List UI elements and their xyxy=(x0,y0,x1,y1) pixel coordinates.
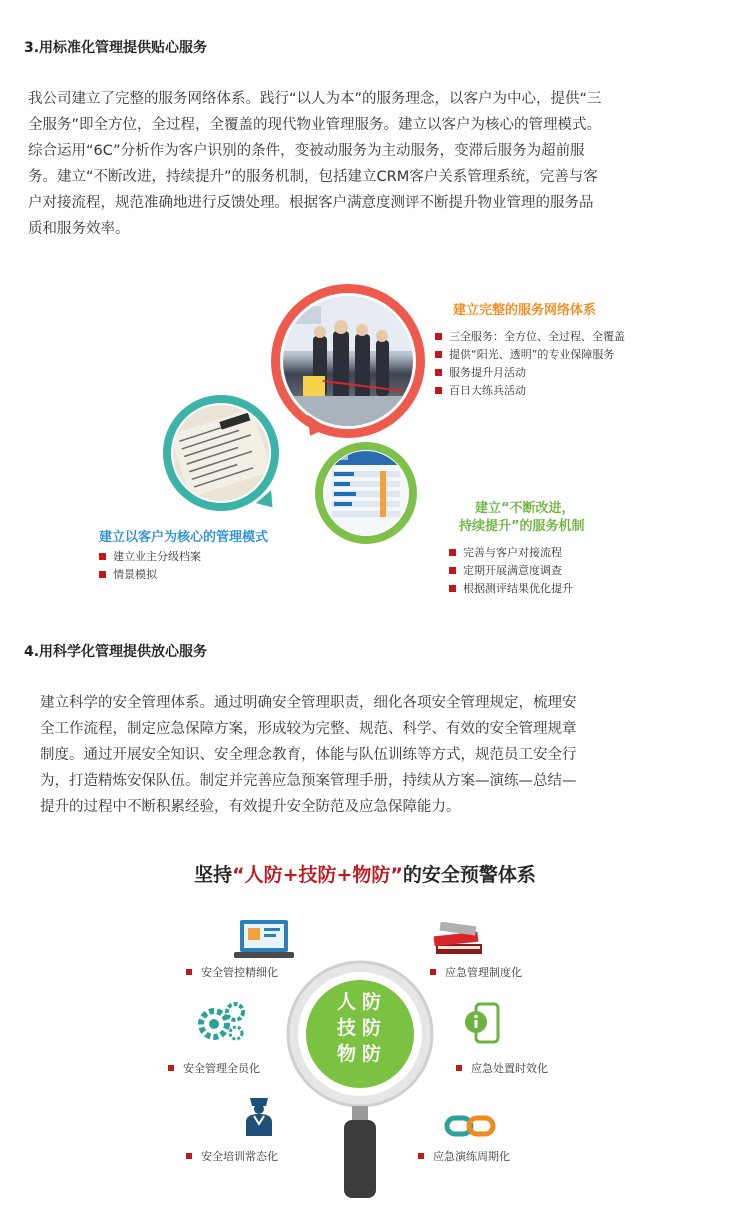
bullet-square xyxy=(186,969,192,975)
list-item: 情景模拟 xyxy=(99,566,201,584)
service-system-figure xyxy=(93,282,641,609)
lens-char: 防 xyxy=(361,991,381,1013)
phone-info-icon xyxy=(462,1002,502,1044)
list-item: 定期开展满意度调查 xyxy=(449,562,573,580)
crm-screenshot xyxy=(324,451,408,535)
bullet-square xyxy=(186,1153,192,1159)
network-list xyxy=(435,328,625,400)
network-title: 建立完整的服务网络体系 xyxy=(453,303,597,318)
improve-title-line2: 持续提升”的服务机制 xyxy=(459,519,585,534)
safety-item-label: 安全培训常态化 xyxy=(201,1150,278,1163)
paragraph-line: 质和服务效率。 xyxy=(28,221,130,237)
paragraph-line: 务。建立“不断改进，持续提升”的服务机制，包括建立CRM客户关系管理系统，完善与客 xyxy=(28,169,598,185)
books-icon xyxy=(432,922,484,956)
safety-item-left-2 xyxy=(168,1060,260,1076)
safety-item-right-3 xyxy=(418,1148,510,1164)
lens-char: 防 xyxy=(361,1017,381,1039)
list-item: 百日大练兵活动 xyxy=(435,382,625,400)
safety-item-label: 安全管控精细化 xyxy=(201,966,278,979)
section3-paragraph xyxy=(28,86,602,242)
lens-char: 技 xyxy=(336,1017,356,1039)
list-item: 完善与客户对接流程 xyxy=(449,544,573,562)
title-suffix: 的安全预警体系 xyxy=(402,864,536,886)
list-item: 提供“阳光、透明”的专业保障服务 xyxy=(435,346,625,364)
safety-item-label: 安全管理全员化 xyxy=(183,1062,260,1075)
gears-icon xyxy=(196,1000,246,1044)
safety-item-right-1 xyxy=(430,964,522,980)
laptop-icon xyxy=(234,918,294,960)
documents-image xyxy=(173,405,269,501)
list-item: 根据测评结果优化提升 xyxy=(449,580,573,598)
safety-item-label: 应急演练周期化 xyxy=(433,1150,510,1163)
section3-heading: 3.用标准化管理提供贴心服务 xyxy=(24,40,208,56)
safety-item-left-3 xyxy=(186,1148,278,1164)
title-prefix: 坚持 xyxy=(194,864,233,886)
customer-list xyxy=(99,548,201,584)
title-highlight: “人防+技防+物防” xyxy=(232,864,403,886)
paragraph-line: 为，打造精炼安保队伍。制定并完善应急预案管理手册，持续从方案—演练—总结— xyxy=(40,773,577,789)
paragraph-line: 制度。通过开展安全知识、安全理念教育，体能与队伍训练等方式，规范员工安全行 xyxy=(40,747,577,763)
list-item: 服务提升月活动 xyxy=(435,364,625,382)
safety-item-label: 应急管理制度化 xyxy=(445,966,522,979)
bullet-square xyxy=(430,969,436,975)
guard-icon xyxy=(244,1094,274,1138)
bullet-square xyxy=(168,1065,174,1071)
chain-link-icon xyxy=(444,1114,496,1138)
lens-char: 防 xyxy=(361,1043,381,1065)
lens-char: 物 xyxy=(336,1043,356,1065)
section4-paragraph xyxy=(40,690,577,820)
bullet-square xyxy=(456,1065,462,1071)
paragraph-line: 提升的过程中不断积累经验，有效提升安全防范及应急保障能力。 xyxy=(40,799,461,815)
lens-char: 人 xyxy=(336,991,356,1013)
improve-title-line1: 建立“不断改进， xyxy=(475,501,575,516)
bullet-square xyxy=(418,1153,424,1159)
improve-list xyxy=(449,544,573,598)
paragraph-line: 建立科学的安全管理体系。通过明确安全管理职责，细化各项安全管理规定，梳理安 xyxy=(40,695,577,711)
customer-title: 建立以客户为核心的管理模式 xyxy=(99,530,269,545)
safety-item-label: 应急处置时效化 xyxy=(471,1062,548,1075)
list-item: 三全服务：全方位、全过程、全覆盖 xyxy=(435,328,625,346)
paragraph-line: 户对接流程，规范准确地进行反馈处理。根据客户满意度测评不断提升物业管理的服务品 xyxy=(28,195,594,211)
paragraph-line: 全工作流程，制定应急保障方案，形成较为完整、规范、科学、有效的安全管理规章 xyxy=(40,721,577,737)
list-item: 建立业主分级档案 xyxy=(99,548,201,566)
safety-item-left-1 xyxy=(186,964,278,980)
safety-item-right-2 xyxy=(456,1060,548,1076)
service-photo xyxy=(283,296,413,426)
paragraph-line: 全服务”即全方位，全过程，全覆盖的现代物业管理服务。建立以客户为核心的管理模式。 xyxy=(28,117,602,133)
section4-heading: 4.用科学化管理提供放心服务 xyxy=(24,644,208,660)
safety-system-title xyxy=(0,860,730,887)
paragraph-line: 综合运用“6C”分析作为客户识别的条件，变被动服务为主动服务，变滞后服务为超前服 xyxy=(28,143,585,159)
paragraph-line: 我公司建立了完整的服务网络体系。践行“以人为本”的服务理念，以客户为中心，提供“三 xyxy=(28,91,602,107)
lens-text xyxy=(334,990,384,1066)
